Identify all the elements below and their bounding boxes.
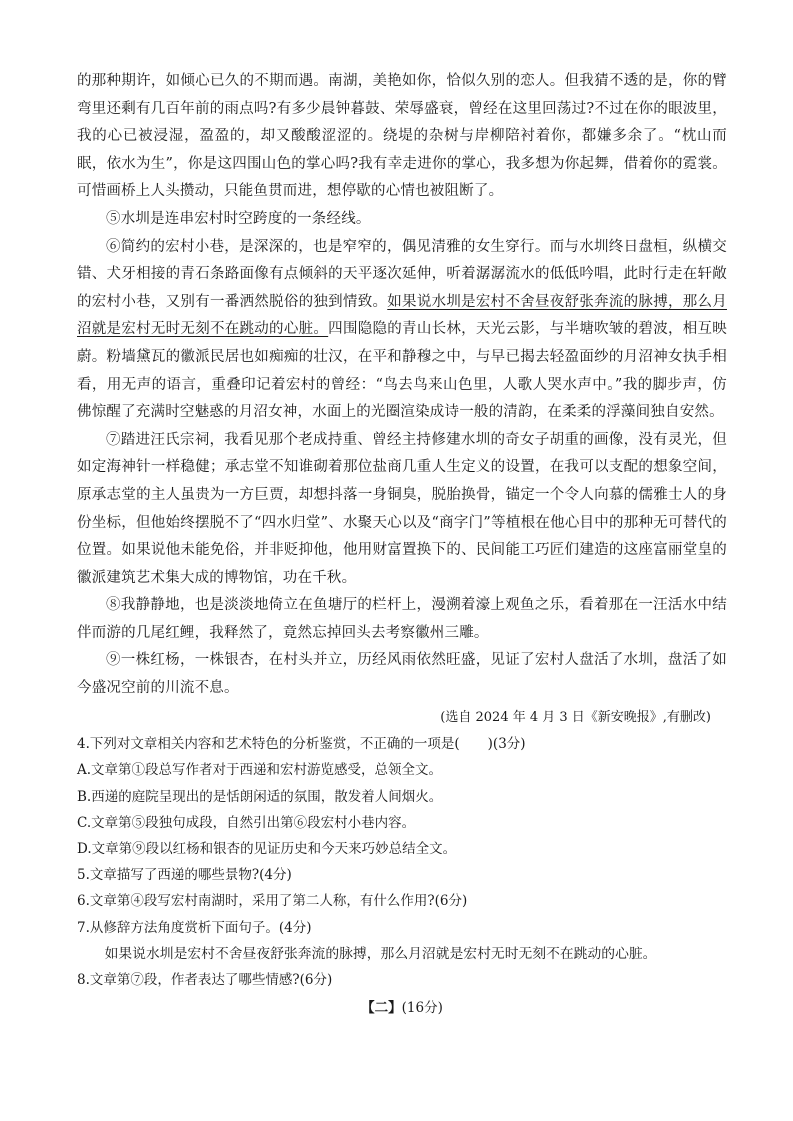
question-4-option-b: B.西递的庭院呈现出的是恬朗闲适的氛围，散发着人间烟火。 [77,788,443,805]
passage-paragraph-4-continuation: 的那种期许，如倾心已久的不期而遇。南湖，美艳如你，恰似久别的恋人。但我猜不透的是，你的臂弯里还剩有几百年前的雨点吗?有多少晨钟暮鼓、荣辱盛衰，曾经在这里回荡过?不过在你的眼波里，我的心已被浸湿，盈盈的，却又酸酸涩涩的。绕堤的杂树与岸柳陪衬着你，都嫌多余了。“枕山而眠，依水为生”，你是这四围山色的掌心吗?我有幸走进你的掌心，我多想为你起舞，借着你的霓裳。可惜画桥上人头攒动，只能鱼贯而进，想停歇的心情也被阻断了。 [77,73,727,200]
paragraph-6-text-before: ⑥简约的宏村小巷，是深深的，也是窄窄的，偶见清雅的女生穿行。而与水圳终日盘桓，纵横交错、犬牙相接的青石条路面像有点倾斜的天平逐次延伸，听着潺潺流水的低低吟唱，此时行走在轩敞的宏村小巷，又别有一番洒然脱俗的独到情致。 [77,238,727,310]
underlined-sentence: 如果说水圳是宏村不舍昼夜舒张奔流的脉搏，那么月沼就是宏村无时无刻不在跳动的心脏。 [77,293,727,338]
section-title: 【二】 [361,1000,402,1017]
question-4-text: 4.下列对文章相关内容和艺术特色的分析鉴赏，不正确的一项是( [77,736,460,753]
question-5: 5.文章描写了西递的哪些景物?(4分) [77,867,292,884]
question-7: 7.从修辞方法角度赏析下面句子。(4分) [77,919,312,936]
passage-paragraph-5: ⑤水圳是连串宏村时空跨度的一条经线。 [106,210,371,227]
question-6: 6.文章第④段写宏村南湖时，采用了第二人称，有什么作用?(6分) [77,893,468,910]
paragraph-6-text-after: 四围隐隐的青山长林，天光云影，与半塘吹皱的碧波，相互映蔚。粉墙黛瓦的徽派民居也如痴痴的壮汉，在平和静穆之中，与早已揭去轻盈面纱的月沼神女执手相看，用无声的语言，重叠印记着宏村的曾经：“鸟去鸟来山色里，人歌人哭水声中。”我的脚步声，仿佛惊醒了充满时空魅惑的月沼女神，水面上的光圈渲染成诗一般的清韵，在柔柔的浮藻间独自安然。 [77,321,727,421]
passage-paragraph-6 [77,234,727,427]
question-4-stem [77,731,727,757]
question-7-sentence: 如果说水圳是宏村不舍昼夜舒张奔流的脉搏，那么月沼就是宏村无时无刻不在跳动的心脏。 [104,945,657,962]
question-4-option-a: A.文章第①段总写作者对于西递和宏村游览感受，总领全文。 [77,762,443,779]
source-citation: (选自 2024 年 4 月 3 日《新安晚报》,有删改) [440,709,711,725]
section-heading [77,993,727,1023]
question-8: 8.文章第⑦段，作者表达了哪些情感?(6分) [77,972,333,989]
document-page [77,68,727,1023]
question-4-option-c: C.文章第⑤段独句成段，自然引出第⑥段宏村小巷内容。 [77,814,416,831]
section-score: (16分) [401,1000,443,1017]
passage-paragraph-8: ⑧我静静地，也是淡淡地倚立在鱼塘厅的栏杆上，漫溯着濠上观鱼之乐，看着那在一汪活水中结伴而游的几尾红鲤，我释然了，竟然忘掉回头去考察徽州三雕。 [77,597,727,641]
question-4-score: )(3分) [487,736,526,753]
question-4-option-d: D.文章第⑨段以红杨和银杏的见证历史和今天来巧妙总结全文。 [77,841,457,858]
passage-paragraph-7: ⑦踏进汪氏宗祠，我看见那个老成持重、曾经主持修建水圳的奇女子胡重的画像，没有灵光，但如定海神针一样稳健；承志堂不知谁砌着那位盐商几重人生定义的设置，在我可以支配的想象空间，原承志堂的主人虽贵为一方巨贾，却想抖落一身铜臭，脱胎换骨，锚定一个令人向慕的儒雅士人的身份坐标，但他始终摆脱不了“四水归堂”、水聚天心以及“商字门”等植根在他心目中的那种无可替代的位置。如果说他未能免俗，并非贬抑他，他用财富置换下的、民间能工巧匠们建造的这座富丽堂皇的徽派建筑艺术集大成的博物馆，功在千秋。 [77,431,727,586]
passage-paragraph-9: ⑨一株红杨，一株银杏，在村头并立，历经风雨依然旺盛，见证了宏村人盘活了水圳，盘活了如今盛况空前的川流不息。 [77,652,727,697]
